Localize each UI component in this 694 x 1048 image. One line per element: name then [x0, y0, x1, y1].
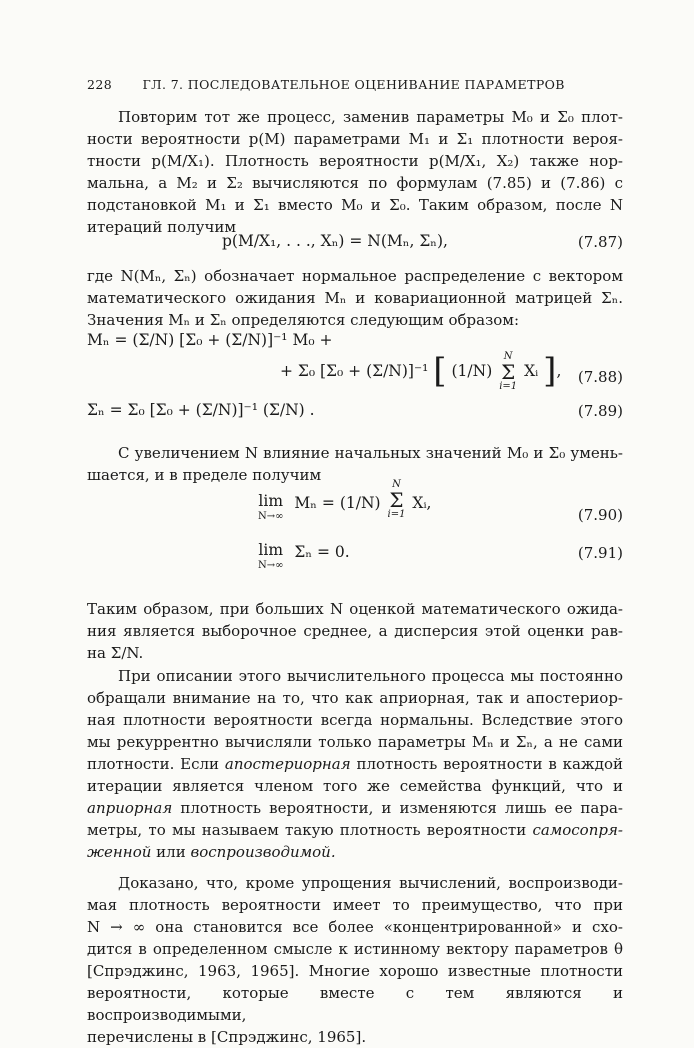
text-line: Значения Mₙ и Σₙ определяются следующим образом: [87, 311, 519, 329]
equation-7-87 [222, 232, 448, 250]
text-line: мы рекуррентно вычисляли только параметры Mₙ и Σₙ, а не сами [87, 733, 623, 751]
text-line [87, 797, 623, 819]
text-line: математического ожидания Mₙ и ковариационной матрицей Σₙ. [87, 289, 623, 307]
text-line: тности p(M/X₁). Плотность вероятности p(M/X₁, X₂) также нор- [87, 152, 623, 170]
equation-7-89 [87, 401, 315, 419]
italic-term: априорная [87, 799, 173, 817]
equation-expression: p(M/X₁, . . ., Xₙ) = N(Mₙ, Σₙ), [222, 232, 448, 250]
right-bracket: ] [543, 351, 557, 391]
text-line: При описании этого вычислительного процесса мы постоянно [118, 667, 623, 685]
equation-expression: Mₙ = (Σ/N) [Σ₀ + (Σ/N)]⁻¹ M₀ + [87, 331, 333, 349]
text-line: дится в определенном смысле к истинному вектору параметров θ [87, 940, 623, 958]
text-line: ности вероятности p(M) параметрами M₁ и Σ₁ плотности вероя- [87, 130, 623, 148]
text-span: плотности. Если [87, 755, 220, 773]
left-bracket: [ [433, 351, 447, 391]
text-line: где N(Mₙ, Σₙ) обозначает нормальное распределение с вектором [87, 267, 623, 285]
text-line: [Спрэджинс, 1963, 1965]. Многие хорошо известные плотности [87, 962, 623, 980]
running-title: ГЛ. 7. ПОСЛЕДОВАТЕЛЬНОЕ ОЦЕНИВАНИЕ ПАРАМЕТРОВ [142, 77, 565, 92]
equation-number-7-88: (7.88) [577, 368, 623, 386]
sigma-symbol: Σ [389, 488, 404, 512]
summation [388, 480, 406, 520]
equation-number-7-91: (7.91) [577, 544, 623, 562]
equation-expression: Mₙ = (1/N) [294, 494, 381, 512]
text-line: вероятности, которые вместе с тем являются и воспроизводимыми, [87, 984, 623, 1024]
italic-term: женной [87, 843, 152, 861]
text-line: ния является выборочное среднее, а дисперсия этой оценки рав- [87, 622, 623, 640]
lim-word: lim [258, 541, 284, 559]
paragraph-2 [87, 265, 623, 331]
paragraph-3 [87, 442, 623, 486]
paragraph-5 [87, 665, 623, 863]
paragraph-4 [87, 598, 623, 664]
equation-number-7-89: (7.89) [577, 402, 623, 420]
equation-7-88-line-2 [280, 352, 561, 392]
text-line [87, 841, 623, 863]
text-line: С увеличением N влияние начальных значений M₀ и Σ₀ умень- [118, 444, 623, 462]
text-line: итерации является членом того же семейства функций, что и [87, 777, 623, 795]
lim-subscript: N→∞ [258, 510, 284, 522]
equation-expression: , [556, 362, 562, 380]
sum-upper-limit: N [392, 479, 401, 490]
text-line: итераций получим [87, 218, 237, 236]
equation-7-91 [258, 543, 350, 571]
equation-7-88-line-1 [87, 331, 332, 349]
text-line: на Σ/N. [87, 644, 144, 662]
summation [499, 352, 517, 392]
text-line: Таким образом, при больших N оценкой математического ожида- [87, 600, 623, 618]
text-span: метры, то мы называем такую плотность вероятности [87, 821, 527, 839]
text-line: ная плотности вероятности всегда нормальны. Вследствие этого [87, 711, 623, 729]
text-line: подстановкой M₁ и Σ₁ вместо M₀ и Σ₀. Таким образом, после N [87, 196, 623, 214]
lim-word: lim [258, 492, 284, 510]
equation-number-7-87: (7.87) [577, 233, 623, 251]
limit-operator [258, 543, 283, 571]
text-line: Доказано, что, кроме упрощения вычислений, воспроизводи- [118, 874, 623, 892]
equation-7-90 [258, 479, 432, 522]
italic-term: воспроизводимой. [190, 843, 336, 861]
equation-number-7-90: (7.90) [577, 506, 623, 524]
equation-expression: (1/N) [451, 362, 493, 380]
sum-lower-limit: i=1 [387, 509, 406, 520]
page-number: 228 [87, 77, 113, 92]
sum-lower-limit: i=1 [499, 381, 518, 392]
paragraph-1 [87, 106, 623, 238]
italic-term: апостериорная [224, 755, 351, 773]
text-line: перечислены в [Спрэджинс, 1965]. [87, 1028, 367, 1046]
text-line: шается, и в пределе получим [87, 466, 322, 484]
sum-upper-limit: N [503, 351, 513, 362]
text-line [87, 819, 623, 841]
text-span: плотность вероятности, и изменяются лишь ее пара- [180, 799, 623, 817]
paragraph-6 [87, 872, 623, 1048]
text-line: Повторим тот же процесс, заменив параметры M₀ и Σ₀ плот- [118, 108, 623, 126]
text-span: плотность вероятности в каждой [356, 755, 623, 773]
limit-operator [258, 494, 283, 522]
equation-expression: Xᵢ [524, 362, 539, 380]
equation-expression: Σₙ = Σ₀ [Σ₀ + (Σ/N)]⁻¹ (Σ/N) . [87, 401, 315, 419]
text-line: мая плотность вероятности имеет то преимущество, что при [87, 896, 623, 914]
equation-expression: Xᵢ, [412, 494, 432, 512]
running-header [87, 77, 607, 92]
text-span: или [156, 843, 186, 861]
equation-expression: + Σ₀ [Σ₀ + (Σ/N)]⁻¹ [280, 362, 429, 380]
lim-subscript: N→∞ [258, 559, 284, 571]
italic-term: самосопря- [532, 821, 623, 839]
equation-expression: Σₙ = 0. [294, 543, 350, 561]
text-line: мальна, а M₂ и Σ₂ вычисляются по формулам (7.85) и (7.86) с [87, 174, 623, 192]
text-line: N → ∞ она становится все более «концентрированной» и схо- [87, 918, 623, 936]
text-line [87, 753, 623, 775]
text-line: обращали внимание на то, что как априорная, так и апостериор- [87, 689, 623, 707]
sigma-symbol: Σ [501, 360, 516, 384]
